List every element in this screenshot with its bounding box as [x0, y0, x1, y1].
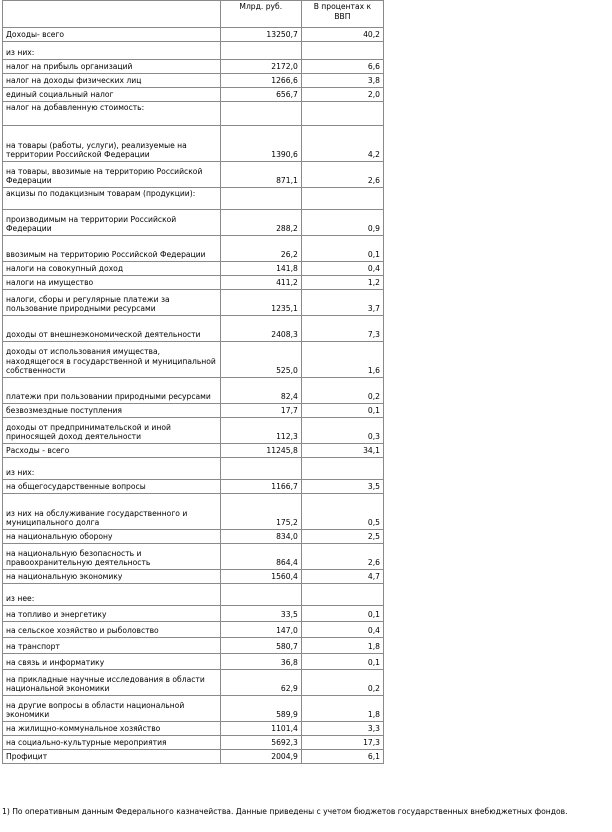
value-billion-rub: 82,4: [220, 378, 301, 404]
row-label: налог на добавленную стоимость:: [3, 102, 221, 126]
table-row: [3, 750, 384, 764]
table-row: [3, 262, 384, 276]
table-row: [3, 290, 384, 316]
value-billion-rub: 5692,3: [220, 736, 301, 750]
table-row: [3, 570, 384, 584]
row-label: Расходы - всего: [3, 444, 221, 458]
value-billion-rub: 871,1: [220, 162, 301, 188]
row-label: единый социальный налог: [3, 88, 221, 102]
value-percent-gdp: 0,2: [301, 670, 383, 696]
value-billion-rub: 112,3: [220, 418, 301, 444]
row-label: на другие вопросы в области национальной экономики: [3, 696, 221, 722]
table-row: [3, 88, 384, 102]
row-label: из них:: [3, 42, 221, 60]
value-billion-rub: 1166,7: [220, 480, 301, 494]
value-percent-gdp: 0,1: [301, 654, 383, 670]
row-label: доходы от предпринимательской и иной приносящей доход деятельности: [3, 418, 221, 444]
table-row: [3, 342, 384, 378]
value-percent-gdp: 7,3: [301, 316, 383, 342]
row-label: доходы от использования имущества, находящегося в государственной и муниципальной собственности: [3, 342, 221, 378]
row-label: на национальную экономику: [3, 570, 221, 584]
table-row: [3, 418, 384, 444]
value-percent-gdp: 4,7: [301, 570, 383, 584]
row-label: из нее:: [3, 584, 221, 606]
table-row: [3, 378, 384, 404]
value-percent-gdp: 6,1: [301, 750, 383, 764]
row-label: налог на доходы физических лиц: [3, 74, 221, 88]
table-row: [3, 126, 384, 162]
value-billion-rub: 1266,6: [220, 74, 301, 88]
row-label: на транспорт: [3, 638, 221, 654]
value-percent-gdp: 2,5: [301, 530, 383, 544]
row-label: на общегосударственные вопросы: [3, 480, 221, 494]
value-billion-rub: 1101,4: [220, 722, 301, 736]
table-row: [3, 404, 384, 418]
value-billion-rub: [220, 458, 301, 480]
value-percent-gdp: 0,2: [301, 378, 383, 404]
value-billion-rub: 411,2: [220, 276, 301, 290]
table-row: [3, 276, 384, 290]
value-billion-rub: 62,9: [220, 670, 301, 696]
value-percent-gdp: 3,5: [301, 480, 383, 494]
row-label: на национальную безопасность и правоохранительную деятельность: [3, 544, 221, 570]
table-row: [3, 458, 384, 480]
table-row: [3, 606, 384, 622]
value-billion-rub: 525,0: [220, 342, 301, 378]
value-billion-rub: 17,7: [220, 404, 301, 418]
value-billion-rub: 1560,4: [220, 570, 301, 584]
value-percent-gdp: 2,6: [301, 162, 383, 188]
row-label: налоги, сборы и регулярные платежи за пользование природными ресурсами: [3, 290, 221, 316]
row-label: на связь и информатику: [3, 654, 221, 670]
table-row: [3, 622, 384, 638]
table-row: [3, 654, 384, 670]
table-row: [3, 42, 384, 60]
value-billion-rub: 656,7: [220, 88, 301, 102]
value-percent-gdp: 4,2: [301, 126, 383, 162]
row-label: из них на обслуживание государственного и муниципального долга: [3, 494, 221, 530]
row-label: на социально-культурные мероприятия: [3, 736, 221, 750]
value-percent-gdp: 40,2: [301, 28, 383, 42]
row-label: безвозмездные поступления: [3, 404, 221, 418]
header-blank-cell: [3, 1, 221, 28]
table-row: [3, 188, 384, 210]
table-row: [3, 74, 384, 88]
row-label: налог на прибыль организаций: [3, 60, 221, 74]
value-billion-rub: 147,0: [220, 622, 301, 638]
row-label: из них:: [3, 458, 221, 480]
value-billion-rub: 11245,8: [220, 444, 301, 458]
row-label: доходы от внешнеэкономической деятельности: [3, 316, 221, 342]
value-percent-gdp: 2,6: [301, 544, 383, 570]
table-row: [3, 480, 384, 494]
row-label: акцизы по подакцизным товарам (продукции):: [3, 188, 221, 210]
value-percent-gdp: 2,0: [301, 88, 383, 102]
table-row: [3, 736, 384, 750]
value-percent-gdp: 0,4: [301, 262, 383, 276]
row-label: на национальную оборону: [3, 530, 221, 544]
value-billion-rub: 288,2: [220, 210, 301, 236]
table-row: [3, 584, 384, 606]
header-percent-gdp: В процентах к ВВП: [301, 1, 383, 28]
value-percent-gdp: 1,8: [301, 696, 383, 722]
value-percent-gdp: [301, 458, 383, 480]
value-billion-rub: [220, 188, 301, 210]
value-percent-gdp: 0,1: [301, 236, 383, 262]
value-percent-gdp: 0,3: [301, 418, 383, 444]
table-row: [3, 444, 384, 458]
footnote: 1) По оперативным данным Федерального казначейства. Данные приведены с учетом бюджетов государственных внебюджетных фондов.: [2, 807, 568, 816]
value-percent-gdp: 1,2: [301, 276, 383, 290]
value-billion-rub: 864,4: [220, 544, 301, 570]
value-percent-gdp: 6,6: [301, 60, 383, 74]
header-billion-rub: Млрд. руб.: [220, 1, 301, 28]
value-percent-gdp: 3,8: [301, 74, 383, 88]
value-billion-rub: 13250,7: [220, 28, 301, 42]
value-percent-gdp: 3,3: [301, 722, 383, 736]
row-label: Доходы- всего: [3, 28, 221, 42]
value-billion-rub: [220, 102, 301, 126]
row-label: производимым на территории Российской Федерации: [3, 210, 221, 236]
table-header-row: [3, 1, 384, 28]
table-row: [3, 638, 384, 654]
table-row: [3, 28, 384, 42]
table-row: [3, 544, 384, 570]
value-billion-rub: 33,5: [220, 606, 301, 622]
value-billion-rub: 141,8: [220, 262, 301, 276]
table-row: [3, 236, 384, 262]
value-billion-rub: [220, 42, 301, 60]
value-billion-rub: 1390,6: [220, 126, 301, 162]
value-billion-rub: 2004,9: [220, 750, 301, 764]
value-billion-rub: 834,0: [220, 530, 301, 544]
value-percent-gdp: 1,8: [301, 638, 383, 654]
value-percent-gdp: [301, 42, 383, 60]
value-percent-gdp: 34,1: [301, 444, 383, 458]
row-label: на сельское хозяйство и рыболовство: [3, 622, 221, 638]
value-percent-gdp: [301, 584, 383, 606]
value-percent-gdp: 0,1: [301, 606, 383, 622]
value-percent-gdp: 0,9: [301, 210, 383, 236]
value-percent-gdp: 0,4: [301, 622, 383, 638]
row-label: на топливо и энергетику: [3, 606, 221, 622]
table-row: [3, 696, 384, 722]
row-label: ввозимым на территорию Российской Федерации: [3, 236, 221, 262]
value-billion-rub: [220, 584, 301, 606]
value-billion-rub: 1235,1: [220, 290, 301, 316]
value-billion-rub: 36,8: [220, 654, 301, 670]
value-percent-gdp: 17,3: [301, 736, 383, 750]
value-billion-rub: 175,2: [220, 494, 301, 530]
value-percent-gdp: 0,5: [301, 494, 383, 530]
row-label: платежи при пользовании природными ресурсами: [3, 378, 221, 404]
value-percent-gdp: 1,6: [301, 342, 383, 378]
row-label: на товары (работы, услуги), реализуемые на территории Российской Федерации: [3, 126, 221, 162]
row-label: на жилищно-коммунальное хозяйство: [3, 722, 221, 736]
table-row: [3, 210, 384, 236]
table-row: [3, 102, 384, 126]
row-label: на прикладные научные исследования в области национальной экономики: [3, 670, 221, 696]
value-percent-gdp: [301, 102, 383, 126]
row-label: на товары, ввозимые на территорию Российской Федерации: [3, 162, 221, 188]
value-percent-gdp: [301, 188, 383, 210]
row-label: Профицит: [3, 750, 221, 764]
value-billion-rub: 580,7: [220, 638, 301, 654]
value-billion-rub: 2172,0: [220, 60, 301, 74]
value-billion-rub: 26,2: [220, 236, 301, 262]
table-row: [3, 670, 384, 696]
value-billion-rub: 2408,3: [220, 316, 301, 342]
row-label: налоги на имущество: [3, 276, 221, 290]
row-label: налоги на совокупный доход: [3, 262, 221, 276]
table-row: [3, 162, 384, 188]
table-row: [3, 722, 384, 736]
table-row: [3, 494, 384, 530]
table-row: [3, 530, 384, 544]
value-percent-gdp: 3,7: [301, 290, 383, 316]
value-billion-rub: 589,9: [220, 696, 301, 722]
value-percent-gdp: 0,1: [301, 404, 383, 418]
table-row: [3, 316, 384, 342]
table-row: [3, 60, 384, 74]
budget-table: [2, 0, 384, 764]
